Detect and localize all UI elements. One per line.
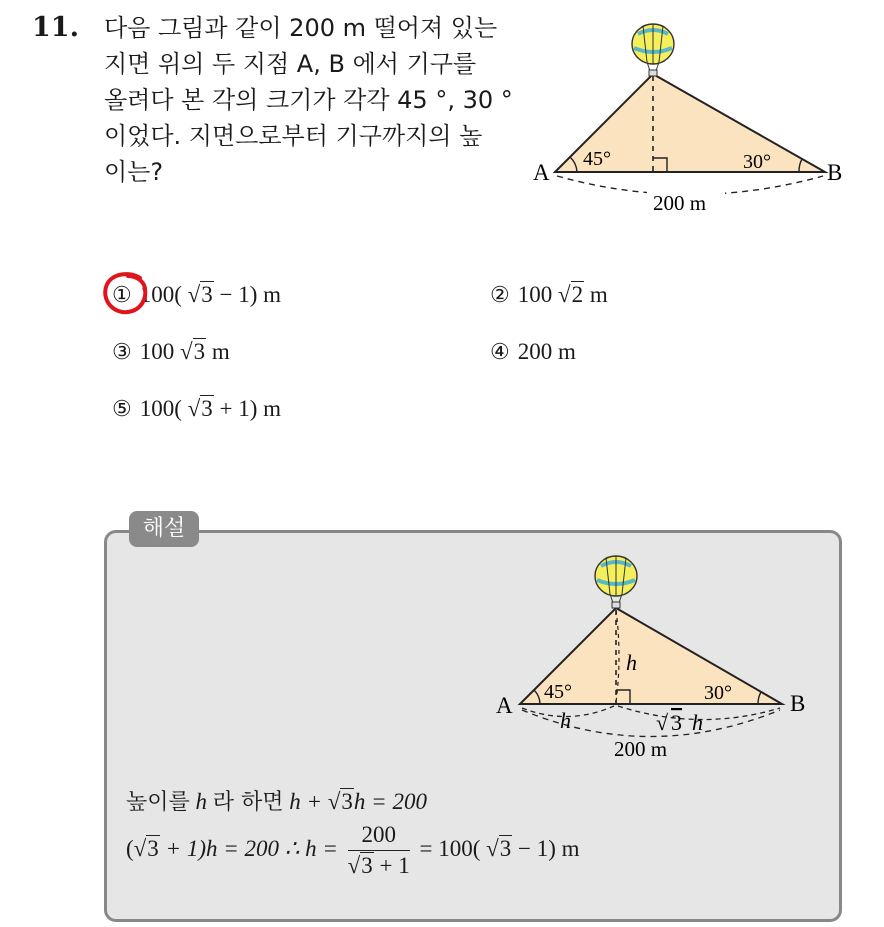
choice-3[interactable]: ③ 100 √3 m <box>112 339 230 364</box>
angle-a: 45° <box>544 681 572 703</box>
right-segment-var: h <box>692 710 703 735</box>
left-segment-label: h <box>560 708 571 733</box>
choice-5[interactable]: ⑤ 100( √3 + 1) m <box>112 396 282 421</box>
question-text <box>104 10 514 190</box>
selected-answer-circle <box>100 270 152 320</box>
fraction: $\frac{200}{√3 + 1}$ <box>347 822 410 878</box>
right-segment-radical: √ <box>656 710 669 735</box>
choice-4[interactable]: ④ 200 m <box>490 339 576 364</box>
question-line: 다음 그림과 같이 200 m 떨어져 있는 <box>104 14 498 42</box>
choice-1[interactable]: ① 100( √3 − 1) m <box>112 282 282 307</box>
solution-line-1: 높이를 h 라 하면 h + √3h = 200 <box>126 789 427 815</box>
distance-label: 200 m <box>653 191 707 215</box>
question-line: 이는? <box>104 158 164 186</box>
height-label: h <box>626 650 637 675</box>
question-line: 올려다 본 각의 크기가 각각 45 °, 30 ° <box>104 86 513 114</box>
angle-a: 45° <box>583 148 611 170</box>
angle-b: 30° <box>704 682 732 704</box>
balloon-triangle-figure <box>525 18 855 218</box>
label-b: B <box>827 160 843 185</box>
label-b: B <box>790 691 806 716</box>
question-line: 지면 위의 두 지점 A, B 에서 기구를 <box>104 50 477 78</box>
distance-label: 200 m <box>614 737 668 761</box>
label-a: A <box>533 160 550 185</box>
solution-figure <box>490 548 820 768</box>
question-line: 이었다. 지면으로부터 기구까지의 높 <box>104 122 483 150</box>
choice-2[interactable]: ② 100 √2 m <box>490 282 608 307</box>
right-segment-radicand: 3 <box>671 710 682 735</box>
angle-b: 30° <box>743 151 771 173</box>
balloon-icon <box>595 556 637 608</box>
label-a: A <box>496 693 513 718</box>
solution-line-2: (√3 + 1)h = 200 ∴ h = $\frac{200}{√3 + 1}$ = 100( √3 − 1) m <box>126 822 580 878</box>
solution-tag: 해설 <box>129 511 199 547</box>
question-number: 11. <box>32 12 79 43</box>
balloon-icon <box>632 24 674 76</box>
